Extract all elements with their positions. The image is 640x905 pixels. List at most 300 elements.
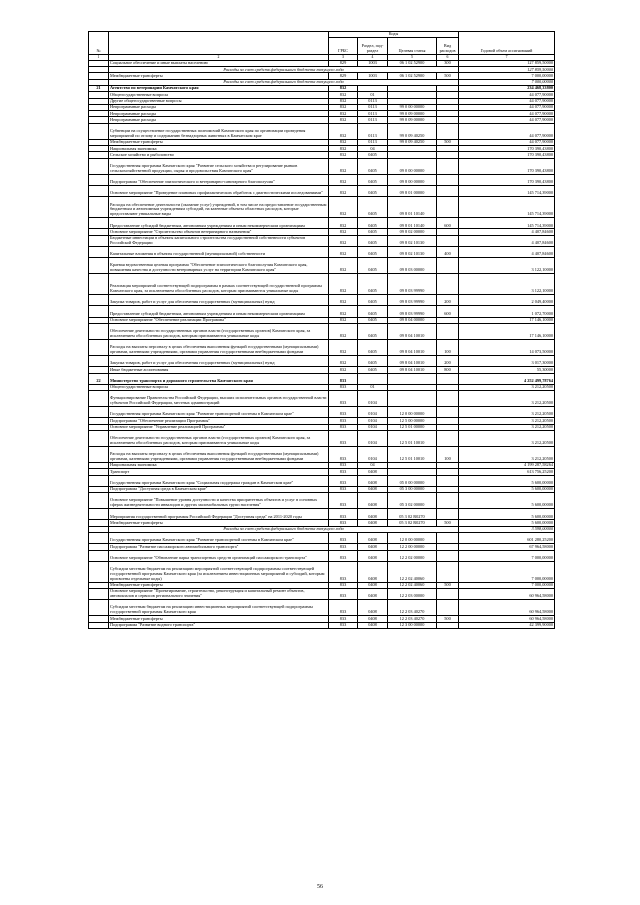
row-vid	[437, 373, 459, 384]
row-celevaya: 09 8 00 00000	[388, 174, 437, 185]
note-sum: 7 000,00000	[459, 79, 555, 85]
row-grbs: 833	[329, 391, 358, 407]
row-number	[89, 258, 109, 274]
row-razdel: 0408	[358, 475, 388, 486]
row-grbs: 832	[329, 104, 358, 110]
table-row	[89, 174, 555, 185]
row-vid	[437, 622, 459, 628]
row-razdel	[358, 373, 388, 384]
row-name: Общегосударственные вопросы	[109, 384, 329, 390]
row-grbs: 832	[329, 317, 358, 323]
row-razdel: 0405	[358, 218, 388, 229]
row-vid	[437, 323, 459, 339]
row-name: Субвенции на осуществление государственных полномочий Камчатского края по организации проведения мероприятий по отлову и содержанию безнадзорных животных в Камчатском крае	[109, 123, 329, 139]
row-vid	[437, 600, 459, 616]
row-grbs: 833	[329, 463, 358, 469]
header-codes: Коды	[329, 32, 459, 38]
row-grbs: 833	[329, 582, 358, 588]
table-row	[89, 493, 555, 509]
row-sum: 3 212,20500	[459, 384, 555, 390]
row-sum: 4 252 499,78764	[459, 373, 555, 384]
row-sum: 145 714,39000	[459, 186, 555, 197]
row-grbs: 833	[329, 475, 358, 486]
row-celevaya: 09 0 00 00000	[388, 158, 437, 174]
row-razdel: 0113	[358, 139, 388, 145]
row-grbs: 833	[329, 616, 358, 622]
row-name: Расходы на выплаты персоналу в целях обеспечения выполнения функций государственными (муниципальными) органами, казенными учреждениями, органами управления государственными внебюджетными фондами	[109, 446, 329, 462]
row-name: Другие общегосударственные вопросы	[109, 98, 329, 104]
row-number	[89, 391, 109, 407]
page-number: 56	[317, 884, 323, 890]
row-vid	[437, 174, 459, 185]
row-razdel: 0408	[358, 520, 388, 526]
row-sum: 4 407,84600	[459, 229, 555, 235]
row-sum: 5 600,00000	[459, 486, 555, 492]
row-name: Национальная экономика	[109, 146, 329, 152]
row-sum: 170 390,43800	[459, 146, 555, 152]
table-row	[89, 306, 555, 317]
row-razdel: 0405	[358, 197, 388, 218]
row-number	[89, 589, 109, 600]
row-vid	[437, 186, 459, 197]
row-name: Функционирование Правительства Российской Федерации, высших исполнительных органов государственной власти субъектов Российской Федерации, местных администраций	[109, 391, 329, 407]
row-grbs: 829	[329, 60, 358, 66]
table-row	[89, 158, 555, 174]
row-razdel: 0408	[358, 486, 388, 492]
row-sum: 3 122,10000	[459, 274, 555, 295]
row-celevaya: 06 1 02 52900	[388, 60, 437, 66]
row-name: Сельское хозяйство и рыболовство	[109, 152, 329, 158]
row-celevaya: 05 3 00 00000	[388, 486, 437, 492]
row-sum: 613 756,25200	[459, 469, 555, 475]
row-razdel: 0405	[358, 317, 388, 323]
row-name: Предоставление субсидий бюджетным, автономным учреждениям и иным некоммерческим организациям	[109, 218, 329, 229]
budget-table	[88, 31, 555, 629]
row-sum: 170 390,43800	[459, 152, 555, 158]
row-number: 22	[89, 373, 109, 384]
row-celevaya: 99 0 09 40250	[388, 123, 437, 139]
row-vid: 500	[437, 616, 459, 622]
row-sum: 2 049,40000	[459, 295, 555, 306]
header-grbs: ГРБС	[329, 37, 358, 54]
row-razdel: 0113	[358, 104, 388, 110]
row-razdel: 0405	[358, 367, 388, 373]
table-row	[89, 218, 555, 229]
row-name: Предоставление субсидий бюджетным, автономным учреждениям и иным некоммерческим организациям	[109, 306, 329, 317]
row-name: Мероприятия государственной программы Российской Федерации "Доступная среда" на 2011-2020 годы	[109, 509, 329, 520]
row-sum: 7 000,00000	[459, 561, 555, 582]
row-celevaya: 12 0 00 00000	[388, 407, 437, 418]
row-celevaya: 12 2 03 00000	[388, 589, 437, 600]
row-razdel: 0408	[358, 561, 388, 582]
row-celevaya: 12 5 00 00000	[388, 418, 437, 424]
row-vid: 600	[437, 218, 459, 229]
row-sum: 44 077,90000	[459, 92, 555, 98]
row-sum: 60 964,58000	[459, 616, 555, 622]
note-sum: 3 598,00000	[459, 526, 555, 532]
row-celevaya: 09 8 03 00000	[388, 258, 437, 274]
row-vid: 200	[437, 295, 459, 306]
row-vid: 300	[437, 60, 459, 66]
row-vid	[437, 430, 459, 446]
row-sum: 170 390,43800	[459, 174, 555, 185]
row-razdel: 1003	[358, 73, 388, 79]
row-sum: 601 280,25200	[459, 533, 555, 544]
row-number	[89, 158, 109, 174]
row-sum: 1 072,70000	[459, 306, 555, 317]
row-celevaya: 09 8 01 00000	[388, 186, 437, 197]
row-name: Межбюджетные трансферты	[109, 616, 329, 622]
row-sum: 55,30000	[459, 367, 555, 373]
row-grbs: 829	[329, 73, 358, 79]
row-name: Краевая ведомственная целевая программа "Обеспечение эпизоотического благополучия Камчатского края, повышения качества и доступности ветеринарных услуг на территории Камчатского края"	[109, 258, 329, 274]
row-razdel: 0408	[358, 544, 388, 550]
row-celevaya: 12 2 02 40060	[388, 561, 437, 582]
row-sum: 5 600,00000	[459, 475, 555, 486]
row-sum: 4 407,84600	[459, 235, 555, 246]
row-name: Агентство по ветеринарии Камчатского края	[109, 86, 329, 92]
row-name: Национальная экономика	[109, 463, 329, 469]
row-grbs: 832	[329, 235, 358, 246]
row-grbs: 833	[329, 424, 358, 430]
row-sum: 5 600,00000	[459, 509, 555, 520]
row-number	[89, 246, 109, 257]
row-celevaya: 12 5 01 10010	[388, 430, 437, 446]
row-celevaya: 12 2 00 00000	[388, 544, 437, 550]
row-name: Субсидии местным бюджетам на реализацию инвестиционных мероприятий соответствующей подпрограммы государственной программы Камчатского края	[109, 600, 329, 616]
row-vid	[437, 274, 459, 295]
row-sum: 44 077,90000	[459, 98, 555, 104]
row-celevaya: 09 8 04 10010	[388, 367, 437, 373]
row-vid	[437, 561, 459, 582]
table-row	[89, 407, 555, 418]
document-page	[88, 31, 554, 629]
table-row	[89, 246, 555, 257]
row-razdel: 0405	[358, 158, 388, 174]
row-razdel: 0408	[358, 469, 388, 475]
row-grbs: 832	[329, 174, 358, 185]
row-grbs: 832	[329, 117, 358, 123]
row-number	[89, 561, 109, 582]
row-number	[89, 430, 109, 446]
row-razdel: 01	[358, 384, 388, 390]
row-sum: 3 212,20500	[459, 430, 555, 446]
table-row	[89, 600, 555, 616]
row-grbs: 832	[329, 246, 358, 257]
row-name: Государственная программа Камчатского края "Развитие транспортной системы в Камчатском крае"	[109, 407, 329, 418]
row-grbs: 833	[329, 550, 358, 561]
row-grbs: 832	[329, 98, 358, 104]
row-number	[89, 446, 109, 462]
row-name: Основное мероприятие "Проектирование, строительство, реконструкция и капитальный ремонт объектов, автовокзалов и сервисов регионального значения"	[109, 589, 329, 600]
row-grbs: 832	[329, 306, 358, 317]
row-sum: 5 600,00000	[459, 520, 555, 526]
row-razdel: 0408	[358, 600, 388, 616]
note-text: Расходы за счет средств федерального бюджета текущего года	[109, 67, 459, 73]
row-name: Подпрограмма "Доступная среда в Камчатском крае"	[109, 486, 329, 492]
header-num-2: 2	[109, 54, 329, 60]
row-razdel: 0405	[358, 186, 388, 197]
row-razdel: 0104	[358, 418, 388, 424]
row-sum: 42 399,90000	[459, 622, 555, 628]
header-num-4: 4	[358, 54, 388, 60]
table-row	[89, 446, 555, 462]
row-celevaya: 12 3 00 00000	[388, 622, 437, 628]
row-razdel: 0405	[358, 235, 388, 246]
row-name: Общегосударственные вопросы	[109, 92, 329, 98]
row-razdel: 0405	[358, 306, 388, 317]
row-grbs: 833	[329, 600, 358, 616]
row-number	[89, 218, 109, 229]
row-number: 21	[89, 86, 109, 92]
row-razdel: 0405	[358, 258, 388, 274]
row-name: Основное мероприятие "Обеспечение реализации Программы"	[109, 317, 329, 323]
row-name: Закупка товаров, работ и услуг для обеспечения государственных (муниципальных) нужд	[109, 356, 329, 367]
row-sum: 7 000,00000	[459, 582, 555, 588]
row-name: Подпрограмма "Обеспечение эпизоотического и ветеринарно-санитарного благополучия"	[109, 174, 329, 185]
row-sum: 234 468,33800	[459, 86, 555, 92]
row-grbs: 833	[329, 407, 358, 418]
row-celevaya: 12 2 03 40270	[388, 616, 437, 622]
row-celevaya: 09 8 04 10010	[388, 323, 437, 339]
row-sum: 3 212,20500	[459, 424, 555, 430]
row-vid	[437, 475, 459, 486]
table-row	[89, 391, 555, 407]
table-row	[89, 235, 555, 246]
row-vid: 800	[437, 367, 459, 373]
row-grbs: 832	[329, 356, 358, 367]
row-razdel: 0408	[358, 493, 388, 509]
row-razdel: 0405	[358, 246, 388, 257]
row-celevaya: 09 8 02 10130	[388, 235, 437, 246]
row-grbs: 832	[329, 158, 358, 174]
row-razdel: 0405	[358, 229, 388, 235]
row-number	[89, 197, 109, 218]
row-celevaya: 99 0 09 40250	[388, 139, 437, 145]
row-grbs: 833	[329, 493, 358, 509]
row-grbs: 832	[329, 186, 358, 197]
row-celevaya: 05 0 00 00000	[388, 475, 437, 486]
row-razdel: 0408	[358, 616, 388, 622]
row-sum: 44 077,90000	[459, 111, 555, 117]
row-sum: 5 600,00000	[459, 493, 555, 509]
row-razdel: 04	[358, 463, 388, 469]
note-sum: 127 859,50000	[459, 67, 555, 73]
row-razdel: 0104	[358, 424, 388, 430]
header-razdel: Раздел, под-раздел	[358, 37, 388, 54]
row-grbs: 833	[329, 520, 358, 526]
row-sum: 44 077,90000	[459, 117, 555, 123]
row-sum: 170 390,43800	[459, 158, 555, 174]
row-razdel: 0405	[358, 152, 388, 158]
row-vid	[437, 123, 459, 139]
row-grbs: 833	[329, 384, 358, 390]
row-sum: 7 000,00000	[459, 73, 555, 79]
row-sum: 44 077,90000	[459, 139, 555, 145]
row-number	[89, 306, 109, 317]
row-vid	[437, 407, 459, 418]
row-vid	[437, 235, 459, 246]
row-name: Основное мероприятие "Обновление парка транспортных средств организаций пассажирского транспорта"	[109, 550, 329, 561]
row-celevaya: 99 0 00 00000	[388, 104, 437, 110]
row-name: Министерство транспорта и дорожного строительства Камчатского края	[109, 373, 329, 384]
row-name: Подпрограмма "Развитие водного транспорта"	[109, 622, 329, 628]
row-name: Подпрограмма "Развитие пассажирского автомобильного транспорта"	[109, 544, 329, 550]
row-celevaya: 12 5 01 00000	[388, 424, 437, 430]
row-vid: 100	[437, 339, 459, 355]
row-celevaya: 09 8 04 00000	[388, 317, 437, 323]
row-sum: 3 212,20500	[459, 446, 555, 462]
row-razdel: 0408	[358, 509, 388, 520]
table-row	[89, 123, 555, 139]
row-sum: 3 017,30000	[459, 356, 555, 367]
row-number	[89, 407, 109, 418]
row-grbs: 832	[329, 295, 358, 306]
row-sum: 3 212,20500	[459, 418, 555, 424]
row-sum: 127 859,50000	[459, 60, 555, 66]
row-number	[89, 123, 109, 139]
row-number	[89, 550, 109, 561]
table-row	[89, 258, 555, 274]
table-row	[89, 274, 555, 295]
row-number	[89, 622, 109, 628]
row-grbs: 832	[329, 274, 358, 295]
header-row-1	[89, 32, 555, 38]
row-name: Расходы на обеспечение деятельности (оказание услуг) учреждений, в том числе на предоставление государственным бюджетным и автономным учреждениям субсидий, на казенные объекты областных расходов, которые предоставляют уникальные виды	[109, 197, 329, 218]
table-row	[89, 533, 555, 544]
row-celevaya: 09 8 04 10010	[388, 339, 437, 355]
row-celevaya: 12 2 02 00000	[388, 550, 437, 561]
header-celevaya: Целевая статья	[388, 37, 437, 54]
table-row	[89, 373, 555, 384]
row-vid: 400	[437, 246, 459, 257]
row-number	[89, 493, 109, 509]
row-sum: 14 073,50000	[459, 339, 555, 355]
row-number	[89, 235, 109, 246]
table-row	[89, 509, 555, 520]
row-celevaya	[388, 373, 437, 384]
row-razdel: 0113	[358, 123, 388, 139]
row-celevaya: 99 0 09 00000	[388, 111, 437, 117]
row-sum: 67 964,58000	[459, 544, 555, 550]
row-celevaya: 99 0 09 00000	[388, 117, 437, 123]
row-name: Основное мероприятие "Проведение плановых профилактических обработок с диагностическими исследованиями"	[109, 186, 329, 197]
row-sum: 44 077,90000	[459, 104, 555, 110]
row-razdel: 0408	[358, 589, 388, 600]
row-grbs: 832	[329, 139, 358, 145]
row-vid: 500	[437, 582, 459, 588]
header-vid: Вид расходов	[437, 37, 459, 54]
row-sum: 3 212,20500	[459, 407, 555, 418]
row-vid: 600	[437, 306, 459, 317]
row-sum: 7 000,00000	[459, 550, 555, 561]
row-grbs: 833	[329, 622, 358, 628]
row-razdel: 0104	[358, 430, 388, 446]
row-grbs: 833	[329, 533, 358, 544]
row-vid	[437, 258, 459, 274]
note-text: Расходы за счет средств федерального бюджета текущего года	[109, 79, 459, 85]
row-name: Субсидии местным бюджетам на реализацию мероприятий соответствующей подпрограммы соответствующей государственной программы Камчатского края (за исключением инвестиционных мероприятий и субсидий, которым присвоены отдельные коды)	[109, 561, 329, 582]
row-celevaya: 05 3 02 R0270	[388, 509, 437, 520]
row-sum: 17 146,10000	[459, 317, 555, 323]
row-grbs: 833	[329, 544, 358, 550]
row-name: Непрограммные расходы	[109, 104, 329, 110]
table-row	[89, 430, 555, 446]
row-celevaya: 09 8 03 99990	[388, 295, 437, 306]
row-grbs: 832	[329, 197, 358, 218]
row-grbs: 833	[329, 561, 358, 582]
row-celevaya: 09 8 02 00000	[388, 229, 437, 235]
row-name: Государственная программа Камчатского края "Развитие транспортной системы в Камчатском крае"	[109, 533, 329, 544]
row-number	[89, 356, 109, 367]
row-razdel: 0405	[358, 295, 388, 306]
header-num-3: 3	[329, 54, 358, 60]
row-celevaya: 05 3 02 R0270	[388, 520, 437, 526]
table-row	[89, 589, 555, 600]
row-celevaya: 09 8 02 10130	[388, 246, 437, 257]
row-razdel: 0113	[358, 98, 388, 104]
row-number	[89, 274, 109, 295]
row-sum: 17 146,10000	[459, 323, 555, 339]
row-celevaya: 09 8 03 99990	[388, 306, 437, 317]
header-sum: Годовой объем ассигнований	[459, 32, 555, 55]
row-grbs: 833	[329, 373, 358, 384]
row-celevaya: 12 2 02 40060	[388, 582, 437, 588]
row-grbs: 832	[329, 323, 358, 339]
row-grbs: 832	[329, 258, 358, 274]
row-name: Обеспечение деятельности государственных органов власти (государственных органов) Камчатского края, за исключением обособленных расходов, которым присваиваются уникальные коды	[109, 323, 329, 339]
row-number	[89, 174, 109, 185]
row-name: Реализация мероприятий соответствующей подпрограммы в рамках соответствующей государственной программы Камчатского края, за исключением обособленных расходов, которым присваиваются уникальные коды	[109, 274, 329, 295]
row-razdel: 0408	[358, 622, 388, 628]
row-name: Межбюджетные трансферты	[109, 582, 329, 588]
note-text: Расходы за счет средств федерального бюджета текущего года	[109, 526, 459, 532]
row-name: Основное мероприятие "Управление реализацией Программы"	[109, 424, 329, 430]
row-grbs: 833	[329, 486, 358, 492]
row-sum: 3 122,10000	[459, 258, 555, 274]
header-num-6: 6	[437, 54, 459, 60]
row-name: Межбюджетные трансферты	[109, 139, 329, 145]
header-num-7: 7	[459, 54, 555, 60]
row-celevaya: 05 3 02 00000	[388, 493, 437, 509]
row-name: Бюджетные инвестиции в объекты капитального строительства государственной собственности субъектов Российской Федерации	[109, 235, 329, 246]
row-name: Основное мероприятие "Повышение уровня доступности и качества приоритетных объектов и услуг в основных сферах жизнедеятельности инвалидов и других маломобильных групп населения"	[109, 493, 329, 509]
header-name	[109, 32, 329, 55]
table-row	[89, 356, 555, 367]
row-name: Транспорт	[109, 469, 329, 475]
row-grbs: 832	[329, 367, 358, 373]
row-name: Государственная программа Камчатского края "Развитие сельского хозяйства и регулирование рынков сельскохозяйственной продукции, сырья и продовольствия Камчатского края"	[109, 158, 329, 174]
row-grbs: 833	[329, 509, 358, 520]
row-grbs: 832	[329, 152, 358, 158]
table-row	[89, 550, 555, 561]
row-name: Межбюджетные трансферты	[109, 73, 329, 79]
header-num-1: 1	[89, 54, 109, 60]
row-celevaya: 12 2 03 40270	[388, 600, 437, 616]
row-sum: 145 714,39000	[459, 197, 555, 218]
row-razdel: 0405	[358, 174, 388, 185]
table-row	[89, 561, 555, 582]
row-name: Непрограммные расходы	[109, 111, 329, 117]
row-number	[89, 295, 109, 306]
row-celevaya: 09 8 01 10140	[388, 197, 437, 218]
row-sum: 44 077,90000	[459, 123, 555, 139]
row-grbs: 832	[329, 123, 358, 139]
row-number	[89, 600, 109, 616]
row-name: Межбюджетные трансферты	[109, 520, 329, 526]
row-sum: 3 212,20500	[459, 391, 555, 407]
row-name: Расходы на выплаты персоналу в целях обеспечения выполнения функций государственными (муниципальными) органами, казенными учреждениями, органами управления государственными внебюджетными фондами	[109, 339, 329, 355]
